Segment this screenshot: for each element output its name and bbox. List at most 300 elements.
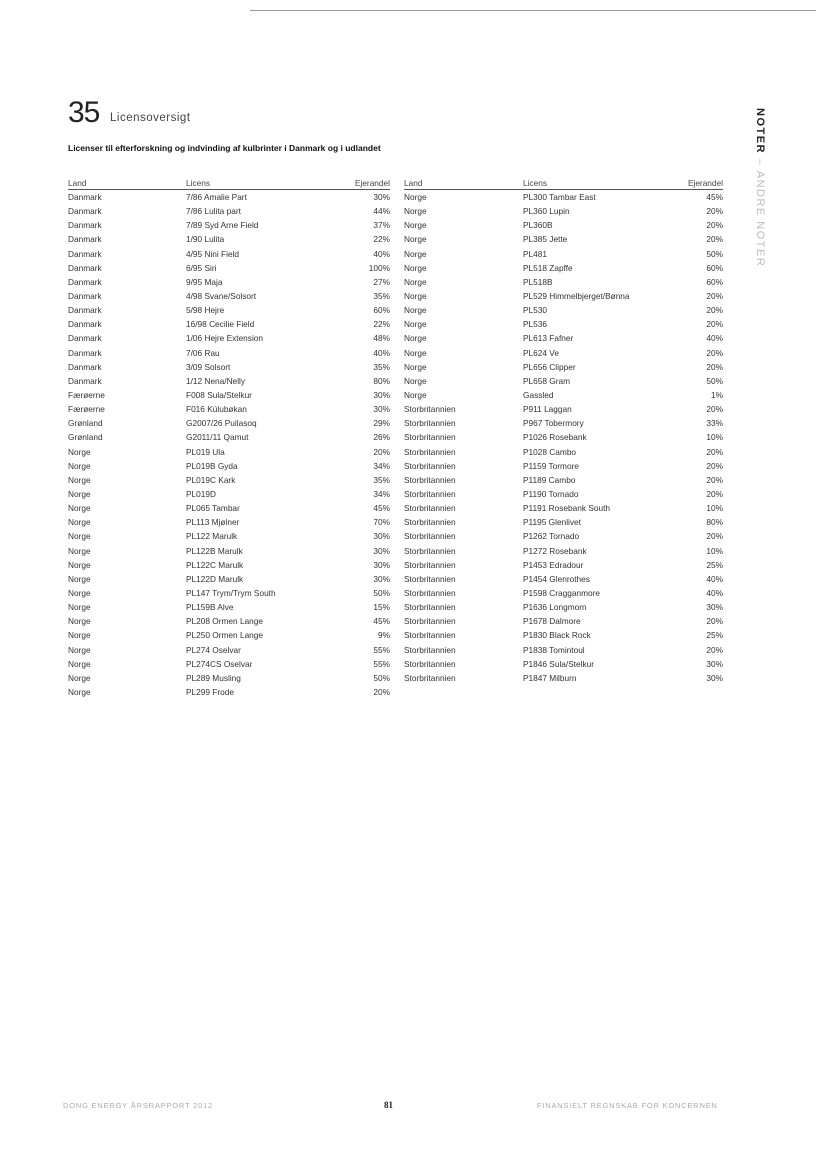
cell-land: Danmark (68, 220, 102, 231)
cell-ejerandel: 20% (706, 616, 723, 627)
cell-land: Storbritannien (404, 460, 456, 471)
cell-ejerandel: 50% (706, 375, 723, 386)
cell-ejerandel: 20% (706, 220, 723, 231)
cell-land: Norge (68, 602, 91, 613)
cell-land: Danmark (68, 206, 102, 217)
cell-ejerandel: 60% (373, 305, 390, 316)
cell-licens: PL274 Oselvar (186, 644, 241, 655)
cell-land: Norge (68, 531, 91, 542)
table-row (68, 544, 390, 558)
cell-licens: PL658 Gram (523, 375, 571, 386)
cell-land: Storbritannien (404, 432, 456, 443)
cell-ejerandel: 45% (373, 503, 390, 514)
cell-licens: 6/95 Siri (186, 262, 217, 273)
table-row (68, 430, 390, 444)
cell-licens: PL300 Tambar East (523, 192, 596, 203)
cell-licens: P1028 Cambo (523, 446, 577, 457)
cell-land: Storbritannien (404, 588, 456, 598)
table-row (68, 247, 390, 261)
cell-land: Danmark (68, 234, 102, 245)
cell-land: Norge (68, 503, 91, 514)
cell-land: Norge (404, 305, 427, 316)
table-row (68, 487, 390, 501)
cell-land: Storbritannien (404, 616, 456, 627)
cell-ejerandel: 60% (706, 276, 723, 287)
column-header-ejerandel: Ejerandel (326, 177, 390, 190)
cell-licens: PL113 Mjølner (186, 517, 240, 528)
cell-land: Danmark (68, 347, 102, 358)
cell-ejerandel: 22% (373, 319, 390, 330)
table-row (68, 204, 390, 218)
cell-ejerandel: 20% (706, 206, 723, 217)
table-row (404, 515, 723, 529)
cell-ejerandel: 30% (373, 404, 390, 415)
cell-licens: PL274CS Oselvar (186, 658, 253, 669)
cell-licens: PL208 Ormen Lange (186, 616, 264, 627)
cell-licens: 4/95 Nini Field (186, 248, 240, 259)
table-row (404, 261, 723, 275)
cell-land: Norge (404, 248, 427, 259)
cell-land: Norge (404, 262, 427, 273)
table-row (68, 515, 390, 529)
cell-ejerandel: 10% (706, 503, 723, 514)
table-row (68, 628, 390, 642)
cell-ejerandel: 20% (706, 347, 723, 358)
cell-licens: 7/86 Lulita part (186, 206, 241, 217)
license-table-right (404, 177, 723, 685)
cell-ejerandel: 45% (373, 616, 390, 627)
cell-licens: 7/06 Rau (186, 347, 220, 358)
cell-ejerandel: 30% (706, 672, 723, 683)
cell-ejerandel: 50% (373, 672, 390, 683)
table-row (404, 487, 723, 501)
table-row (68, 374, 390, 388)
cell-land: Storbritannien (404, 672, 456, 683)
table-row (68, 572, 390, 586)
cell-ejerandel: 50% (373, 588, 390, 598)
cell-ejerandel: 20% (706, 291, 723, 302)
footer-section-name: FINANSIELT REGNSKAB FOR KONCERNEN (537, 1101, 718, 1110)
cell-ejerandel: 33% (706, 418, 723, 429)
cell-licens: PL019 Ula (186, 446, 225, 457)
table-row (404, 289, 723, 303)
table-row (404, 643, 723, 657)
column-header-licens: Licens (523, 177, 673, 190)
table-row (404, 374, 723, 388)
cell-licens: PL299 Frode (186, 686, 234, 697)
table-row (404, 275, 723, 289)
table-row (68, 346, 390, 360)
column-header-land: Land (404, 177, 523, 190)
cell-ejerandel: 20% (373, 686, 390, 697)
cell-land: Danmark (68, 305, 102, 316)
cell-licens: P1678 Dalmore (523, 616, 581, 627)
cell-land: Norge (404, 375, 427, 386)
cell-ejerandel: 44% (373, 206, 390, 217)
cell-licens: PL122 Marulk (186, 531, 238, 542)
table-row (404, 586, 723, 600)
table-row (68, 657, 390, 671)
cell-ejerandel: 55% (373, 644, 390, 655)
cell-licens: PL019B Gyda (186, 460, 238, 471)
cell-licens: 1/12 Nena/Nelly (186, 375, 246, 386)
table-row (404, 544, 723, 558)
license-table-left (68, 177, 390, 699)
column-header-licens: Licens (186, 177, 326, 190)
cell-licens: PL624 Ve (523, 347, 559, 358)
cell-ejerandel: 25% (706, 559, 723, 570)
cell-licens: PL536 (523, 319, 547, 330)
cell-ejerandel: 60% (706, 262, 723, 273)
cell-land: Danmark (68, 248, 102, 259)
table-row (68, 671, 390, 685)
cell-licens: P1190 Tornado (523, 489, 579, 500)
table-row (404, 232, 723, 246)
cell-land: Danmark (68, 375, 102, 386)
cell-ejerandel: 10% (706, 432, 723, 443)
cell-ejerandel: 20% (706, 644, 723, 655)
table-header-row (68, 177, 390, 190)
cell-licens: PL530 (523, 305, 547, 316)
table-row (404, 190, 723, 205)
table-row (404, 331, 723, 345)
cell-ejerandel: 20% (706, 531, 723, 542)
cell-ejerandel: 9% (378, 630, 390, 641)
cell-ejerandel: 40% (373, 347, 390, 358)
top-rule (250, 10, 816, 11)
table-row (68, 685, 390, 699)
table-row (404, 360, 723, 374)
cell-land: Norge (68, 672, 91, 683)
side-section-tab (754, 108, 766, 267)
footer-report-name: DONG ENERGY ÅRSRAPPORT 2012 (63, 1101, 213, 1110)
table-row (404, 346, 723, 360)
cell-ejerandel: 45% (706, 192, 723, 203)
cell-licens: P1026 Rosebank (523, 432, 587, 443)
table-row (404, 529, 723, 543)
table-row (404, 459, 723, 473)
table-row (68, 317, 390, 331)
cell-land: Norge (68, 446, 91, 457)
cell-licens: PL360 Lupin (523, 206, 570, 217)
cell-licens: 4/98 Svane/Solsort (186, 291, 257, 302)
cell-ejerandel: 20% (706, 460, 723, 471)
cell-land: Norge (404, 192, 427, 203)
cell-ejerandel: 30% (373, 559, 390, 570)
cell-ejerandel: 40% (373, 248, 390, 259)
cell-land: Storbritannien (404, 503, 456, 514)
cell-ejerandel: 20% (706, 489, 723, 500)
cell-ejerandel: 1% (711, 390, 723, 401)
cell-land: Danmark (68, 319, 102, 330)
table-row (404, 501, 723, 515)
table-row (404, 247, 723, 261)
cell-ejerandel: 35% (373, 474, 390, 485)
cell-land: Danmark (68, 361, 102, 372)
note-number: 35 (68, 96, 100, 129)
cell-licens: PL656 Clipper (523, 361, 576, 372)
cell-land: Færøerne (68, 390, 105, 401)
table-row (68, 289, 390, 303)
cell-land: Norge (404, 333, 427, 344)
cell-licens: PL019D (186, 489, 216, 500)
cell-land: Danmark (68, 333, 102, 344)
cell-land: Norge (68, 460, 91, 471)
cell-land: Norge (404, 206, 427, 217)
cell-licens: PL518 Zapffe (523, 262, 573, 273)
cell-ejerandel: 40% (706, 333, 723, 344)
table-row (68, 473, 390, 487)
cell-ejerandel: 29% (373, 418, 390, 429)
table-row (68, 388, 390, 402)
cell-licens: PL289 Musling (186, 672, 241, 683)
cell-licens: P967 Tobermory (523, 418, 584, 429)
cell-licens: PL518B (523, 276, 553, 287)
cell-licens: P1838 Tomintoul (523, 644, 585, 655)
cell-licens: PL613 Fafner (523, 333, 574, 344)
cell-ejerandel: 26% (373, 432, 390, 443)
table-row (68, 190, 390, 205)
cell-land: Norge (404, 276, 427, 287)
cell-licens: PL065 Tambar (186, 503, 240, 514)
cell-land: Storbritannien (404, 418, 456, 429)
table-row (404, 558, 723, 572)
page-number: 81 (384, 1100, 393, 1110)
cell-ejerandel: 35% (373, 291, 390, 302)
cell-land: Storbritannien (404, 404, 456, 415)
cell-land: Danmark (68, 192, 102, 203)
cell-ejerandel: 35% (373, 361, 390, 372)
cell-land: Norge (404, 319, 427, 330)
cell-licens: PL122D Marulk (186, 573, 244, 584)
table-row (404, 388, 723, 402)
cell-ejerandel: 48% (373, 333, 390, 344)
cell-licens: PL122B Marulk (186, 545, 243, 556)
cell-licens: 9/95 Maja (186, 276, 223, 287)
cell-licens: P1159 Tormore (523, 460, 579, 471)
cell-licens: F016 Kúlubøkan (186, 404, 247, 415)
table-row (68, 600, 390, 614)
cell-licens: P1191 Rosebank South (523, 503, 611, 514)
table-row (404, 402, 723, 416)
cell-ejerandel: 30% (373, 573, 390, 584)
cell-licens: P1847 Milburn (523, 672, 577, 683)
side-tab-separator: – (754, 158, 766, 167)
cell-licens: P1272 Rosebank (523, 545, 587, 556)
cell-ejerandel: 27% (373, 276, 390, 287)
cell-licens: 16/98 Cecilie Field (186, 319, 255, 330)
table-row (68, 360, 390, 374)
table-row (404, 628, 723, 642)
table-row (404, 218, 723, 232)
cell-land: Norge (404, 347, 427, 358)
cell-ejerandel: 100% (368, 262, 390, 273)
cell-licens: PL159B Alve (186, 602, 234, 613)
cell-licens: PL122C Marulk (186, 559, 244, 570)
table-row (68, 614, 390, 628)
cell-land: Norge (68, 474, 91, 485)
cell-land: Norge (404, 361, 427, 372)
cell-ejerandel: 20% (706, 446, 723, 457)
table-row (68, 218, 390, 232)
table-row (68, 586, 390, 600)
cell-ejerandel: 15% (373, 602, 390, 613)
cell-ejerandel: 10% (706, 545, 723, 556)
table-row (404, 572, 723, 586)
cell-ejerandel: 22% (373, 234, 390, 245)
cell-ejerandel: 20% (706, 361, 723, 372)
cell-licens: PL385 Jette (523, 234, 568, 245)
cell-land: Storbritannien (404, 644, 456, 655)
table-row (404, 430, 723, 444)
table-row (68, 402, 390, 416)
cell-land: Grønland (68, 432, 103, 443)
table-row (404, 416, 723, 430)
cell-licens: 7/86 Amalie Part (186, 192, 247, 203)
table-header-row (404, 177, 723, 190)
cell-ejerandel: 25% (706, 630, 723, 641)
table-row (68, 303, 390, 317)
table-row (404, 600, 723, 614)
cell-land: Norge (68, 559, 91, 570)
cell-licens: P1830 Black Rock (523, 630, 591, 641)
cell-ejerandel: 20% (706, 234, 723, 245)
table-row (404, 445, 723, 459)
table-row (404, 671, 723, 685)
cell-ejerandel: 30% (373, 390, 390, 401)
cell-licens: G2007/26 Puilasoq (186, 418, 257, 429)
cell-land: Norge (404, 234, 427, 245)
cell-licens: P1189 Cambo (523, 474, 576, 485)
cell-licens: 1/06 Hejre Extension (186, 333, 264, 344)
cell-ejerandel: 40% (706, 588, 723, 598)
cell-licens: PL529 Himmelbjerget/Bønna (523, 291, 630, 302)
cell-licens: PL250 Ormen Lange (186, 630, 264, 641)
cell-land: Norge (404, 291, 427, 302)
cell-ejerandel: 37% (373, 220, 390, 231)
cell-land: Norge (68, 545, 91, 556)
cell-licens: P1846 Sula/Stelkur (523, 658, 595, 669)
table-row (68, 643, 390, 657)
side-tab-active: NOTER (754, 108, 766, 154)
cell-ejerandel: 20% (706, 319, 723, 330)
cell-licens: 3/09 Solsort (186, 361, 231, 372)
cell-ejerandel: 30% (373, 192, 390, 203)
cell-ejerandel: 30% (373, 545, 390, 556)
cell-licens: P1454 Glenrothes (523, 573, 590, 584)
cell-ejerandel: 40% (706, 573, 723, 584)
cell-land: Norge (68, 616, 91, 627)
cell-land: Storbritannien (404, 559, 456, 570)
cell-ejerandel: 20% (373, 446, 390, 457)
table-row (404, 473, 723, 487)
cell-land: Storbritannien (404, 517, 456, 528)
cell-land: Norge (68, 489, 91, 500)
table-row (404, 204, 723, 218)
column-header-land: Land (68, 177, 186, 190)
cell-licens: P1262 Tornado (523, 531, 580, 542)
cell-land: Norge (68, 658, 91, 669)
cell-ejerandel: 80% (706, 517, 723, 528)
cell-licens: P1598 Cragganmore (523, 588, 601, 598)
cell-land: Norge (68, 686, 91, 697)
cell-licens: P1636 Longmorn (523, 602, 587, 613)
cell-land: Danmark (68, 276, 102, 287)
cell-land: Storbritannien (404, 474, 456, 485)
cell-ejerandel: 30% (706, 658, 723, 669)
table-row (68, 558, 390, 572)
cell-licens: PL481 (523, 248, 547, 259)
cell-licens: 7/89 Syd Arne Field (186, 220, 259, 231)
cell-licens: PL019C Kark (186, 474, 236, 485)
cell-ejerandel: 20% (706, 305, 723, 316)
cell-land: Norge (68, 517, 91, 528)
column-header-ejerandel: Ejerandel (673, 177, 723, 190)
cell-licens: P1195 Glenlivet (523, 517, 581, 528)
cell-licens: Gassled (523, 390, 554, 401)
cell-ejerandel: 20% (706, 404, 723, 415)
table-row (404, 657, 723, 671)
cell-land: Norge (68, 644, 91, 655)
cell-land: Storbritannien (404, 531, 456, 542)
table-row (68, 261, 390, 275)
cell-ejerandel: 50% (706, 248, 723, 259)
cell-ejerandel: 80% (373, 375, 390, 386)
table-row (404, 317, 723, 331)
cell-land: Storbritannien (404, 446, 456, 457)
table-subtitle: Licenser til efterforskning og indvinding af kulbrinter i Danmark og i udlandet (68, 143, 381, 153)
cell-land: Norge (68, 588, 91, 598)
cell-licens: PL360B (523, 220, 553, 231)
table-row (68, 459, 390, 473)
cell-licens: P911 Laggan (523, 404, 572, 415)
cell-land: Danmark (68, 291, 102, 302)
cell-land: Storbritannien (404, 658, 456, 669)
cell-ejerandel: 70% (373, 517, 390, 528)
cell-ejerandel: 30% (706, 602, 723, 613)
table-row (68, 275, 390, 289)
cell-licens: P1453 Edradour (523, 559, 584, 570)
table-row (68, 331, 390, 345)
cell-land: Norge (404, 390, 427, 401)
cell-licens: 1/90 Lulita (186, 234, 225, 245)
table-row (68, 232, 390, 246)
table-row (68, 501, 390, 515)
cell-ejerandel: 30% (373, 531, 390, 542)
table-row (404, 303, 723, 317)
cell-licens: 5/98 Hejre (186, 305, 225, 316)
cell-licens: F008 Sula/Stelkur (186, 390, 252, 401)
cell-ejerandel: 34% (373, 460, 390, 471)
cell-land: Grønland (68, 418, 103, 429)
table-row (68, 416, 390, 430)
cell-ejerandel: 34% (373, 489, 390, 500)
cell-land: Norge (68, 630, 91, 641)
cell-land: Norge (404, 220, 427, 231)
cell-licens: G2011/11 Qamut (186, 432, 249, 443)
note-title: Licensoversigt (110, 112, 191, 124)
cell-land: Storbritannien (404, 602, 456, 613)
cell-land: Storbritannien (404, 630, 456, 641)
cell-ejerandel: 20% (706, 474, 723, 485)
cell-licens: PL147 Trym/Trym South (186, 588, 276, 598)
cell-land: Storbritannien (404, 489, 456, 500)
table-row (404, 614, 723, 628)
cell-land: Norge (68, 573, 91, 584)
cell-land: Storbritannien (404, 573, 456, 584)
cell-land: Danmark (68, 262, 102, 273)
side-tab-section: ANDRE NOTER (754, 170, 766, 268)
